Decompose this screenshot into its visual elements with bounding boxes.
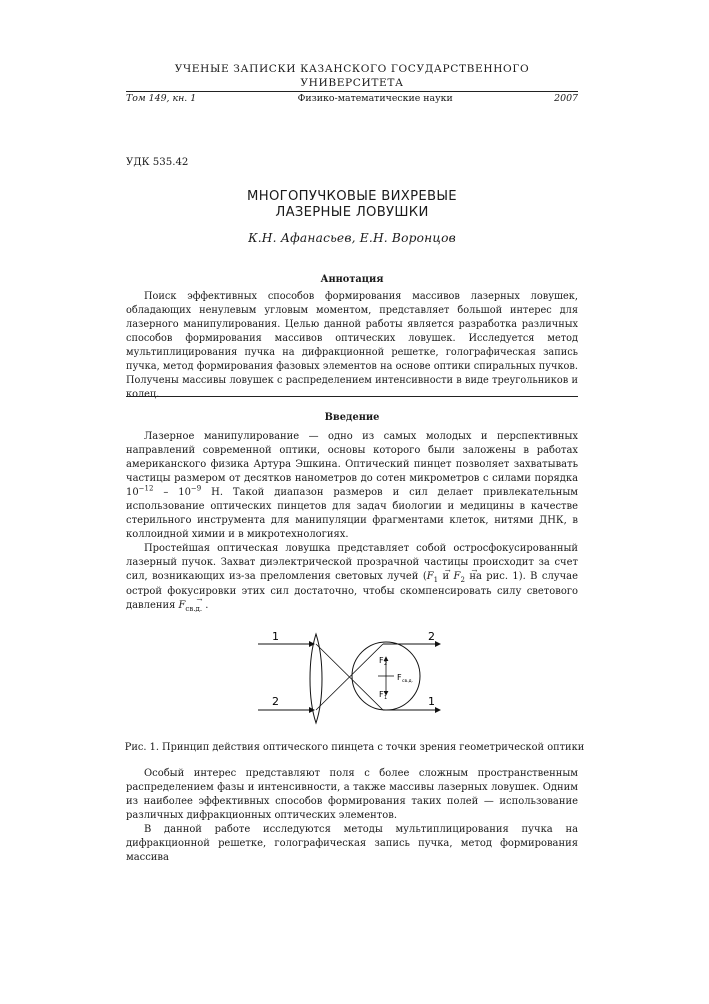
paper-title [126,189,578,220]
force-vector-f2: → F [454,571,461,582]
label-f1: F [379,690,384,699]
volume-info: Том 149, кн. 1 [126,93,197,104]
intro-p2-text-b: на рис. 1). В случае острой фокусировки этих сил достаточно, чтобы скомпенсировать силу светового давления [126,571,578,611]
intro-p2-text-a: Простейшая оптическая ловушка представляет собой остросфокусированный лазерный пучок. Захват диэлектрической прозрачной частицы происходит за счет сил, возникающих из-за преломления световых лучей ( [126,543,578,583]
label-in-1: 1 [272,630,279,643]
intro-paragraph-2 [126,542,578,612]
exponent-1: −12 [138,484,154,493]
label-fsvd: F [397,673,402,682]
label-in-2: 2 [272,695,279,708]
header-rule [126,91,578,92]
intro-heading: Введение [324,412,380,423]
force-vector-f1: → F [427,571,434,582]
authors: К.Н. Афанасьев, Е.Н. Воронцов [248,231,456,245]
intro-p1-text-mid: – 10 [153,487,191,499]
label-out-2: 2 [428,630,435,643]
label-out-1: 1 [428,695,435,708]
section-name: Физико-математические науки [297,93,453,104]
abstract-heading: Аннотация [320,274,384,285]
force-subscript-svd: св.д. [185,604,203,613]
abstract-text: Поиск эффективных способов формирования массивов лазерных ловушек, обладающих ненулевым угловым моментом, представляет большой интерес для лазерного манипулирования. Целью данной работы является разработка различных способов формирования массивов оптических ловушек. Исследуется метод мультиплицирования пучка на дифракционной решетке, голографическая запись пучка, метод формирования фазовых элементов на основе оптики спиральных пучков. Получены массивы ловушек с распределением интенсивности в виде треугольников и колец. [126,291,578,401]
intro-body [126,430,578,613]
udk-code: УДК 535.42 [126,157,189,168]
label-f1-sub: 1 [384,695,388,701]
continuation-body [126,767,578,865]
title-line-1: МНОГОПУЧКОВЫЕ ВИХРЕВЫЕ [247,189,457,204]
journal-title: УЧЕНЫЕ ЗАПИСКИ КАЗАНСКОГО ГОСУДАРСТВЕННОГО УНИВЕРСИТЕТА [174,63,530,89]
paragraph-4: В данной работе исследуются методы мультиплицирования пучка на дифракционной решетке, голографическая запись пучка, метод формирования массива [126,824,578,864]
intro-p2-and: и [438,571,454,583]
intro-paragraph-1 [126,430,578,542]
label-f2-sub: 2 [384,661,388,667]
paper-page [124,62,585,864]
title-line-2: ЛАЗЕРНЫЕ ЛОВУШКИ [275,204,429,220]
paragraph-3: Особый интерес представляют поля с более сложным пространственным распределением фазы и интенсивности, а также массивы лазерных ловушек. Одним из наиболее эффективных способов формирования таких полей — использование различных дифракционных оптических элементов. [126,768,578,822]
figure-caption: Рис. 1. Принцип действия оптического пинцета с точки зрения геометрической оптики [124,742,585,753]
intro-p1-text-b: Н. Такой диапазон размеров и сил делает привлекательным использование оптических пинцетов для задач биологии и медицины в качестве стерильного инструмента для манипуляции фрагментами клеток, нитями ДНК, в коллоидной химии и в микротехнологиях. [126,487,578,541]
label-fsvd-sub: св.д. [402,679,414,684]
exponent-2: −9 [190,484,202,493]
force-subscript-1: 1 [433,576,439,585]
abstract-body [126,290,578,402]
force-subscript-2: 2 [460,576,465,585]
year: 2007 [554,93,578,104]
optical-tweezer-figure [258,629,448,745]
intro-p2-end: . [202,599,209,611]
abstract-rule [126,396,578,397]
running-head [126,93,578,105]
intro-p1-text-a: Лазерное манипулирование — одно из самых молодых и перспективных направлений современной оптики, основы которого были заложены в работах американского физика Артура Эшкина. Оптический пинцет позволяет захватывать частицы размером от десятков нанометров до сотен микрометров с силами порядка 10 [126,431,578,499]
force-vector-svd: → F [179,600,186,611]
label-f2: F [379,656,384,665]
